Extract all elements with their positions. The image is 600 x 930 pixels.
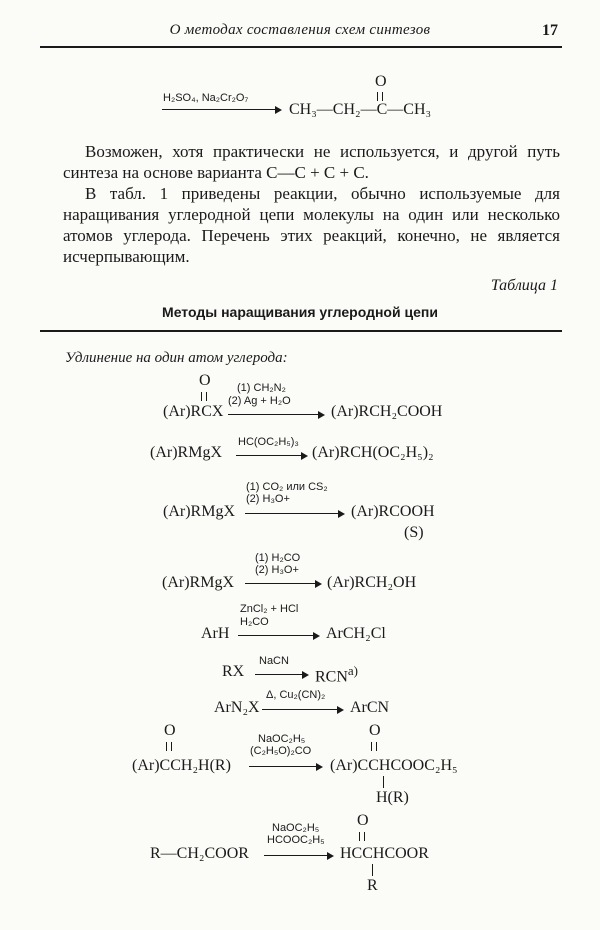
top-reaction-product: CH₃—CH₂—C—CH₃ [289,101,432,118]
reaction-3-product: (Ar)RCOOH [351,503,435,520]
reaction-3-reactant: (Ar)RMgX [163,503,235,520]
reaction-9-product-double-bond [359,832,365,841]
reaction-8-carbonyl-o: O [164,722,176,739]
table-label: Таблица 1 [490,277,558,294]
reaction-2-arrow [236,455,306,456]
reaction-1-condition-1: (1) CH₂N₂ [237,382,286,394]
reaction-7-reactant: ArN₂X [214,699,260,716]
top-reaction-conditions: H₂SO₄, Na₂Cr₂O₇ [163,92,249,104]
section-heading: Удлинение на один атом углерода: [65,350,288,366]
reaction-6-condition: NaCN [259,655,289,667]
reaction-5-condition-2: H₂CO [240,616,269,628]
reaction-2-condition: HC(OC₂H₅)₃ [238,436,299,448]
reaction-8-product-carbonyl-o: O [369,722,381,739]
reaction-1-product: (Ar)RCH₂COOH [331,403,443,420]
reaction-4-condition-1: (1) H₂CO [255,552,301,564]
reaction-7-arrow [262,709,342,710]
reaction-8-product-branch-bond [383,776,384,788]
paragraph-2-text: В табл. 1 приведены реакции, обычно используемые для наращивания углеродной цепи молекулы на один или несколько атомов углерода. Перечень этих реакций, конечно, не является исчерпывающим. [63,184,560,266]
reaction-4-product: (Ar)RCH₂OH [327,574,417,591]
paragraph-1-text: Возможен, хотя практически не используется, и другой путь синтеза на основе варианта C—C + C + C. [63,142,560,182]
reaction-2-product: (Ar)RCH(OC₂H₅)₂ [312,444,434,461]
reaction-5-condition-1: ZnCl₂ + HCl [240,603,299,615]
reaction-9-arrow [264,855,332,856]
reaction-9-product-branch-bond [372,864,373,876]
reaction-7-product: ArCN [350,699,390,716]
page-number: 17 [542,22,558,39]
reaction-9-condition-1: NaOC₂H₅ [272,822,320,834]
reaction-3-arrow [245,513,343,514]
paragraph-1 [63,141,560,183]
reaction-8-condition-2: (C₂H₅O)₂CO [250,745,312,757]
reaction-1-carbonyl-o: O [199,372,211,389]
top-reaction-double-bond [377,92,383,101]
reaction-5-reactant: ArH [201,625,230,642]
reaction-9-product-substituent: R [367,877,378,894]
reaction-6-product [315,663,358,686]
reaction-9-reactant: R—CH₂COOR [150,845,249,862]
reaction-1-condition-2: (2) Ag + H₂O [228,395,291,407]
reaction-1-double-bond [201,392,207,401]
reaction-8-product-double-bond [371,742,377,751]
reaction-1-reactant: (Ar)RCX [163,403,224,420]
table-title: Методы наращивания углеродной цепи [162,304,438,320]
reaction-5-product: ArCH₂Cl [326,625,386,642]
reaction-9-product: HCCHCOOR [340,845,429,862]
reaction-4-condition-2: (2) H₃O+ [255,564,299,576]
reaction-8-arrow [249,766,321,767]
paragraph-2 [63,183,560,267]
reaction-3-condition-2: (2) H₃O+ [246,493,290,505]
reaction-9-condition-2: HCOOC₂H₅ [267,834,325,846]
reaction-6-arrow [255,674,307,675]
reaction-4-arrow [245,583,320,584]
reaction-9-product-carbonyl-o: O [357,812,369,829]
reaction-4-reactant: (Ar)RMgX [162,574,234,591]
reaction-2-reactant: (Ar)RMgX [150,444,222,461]
top-reaction-carbonyl-o: O [375,73,387,90]
reaction-5-arrow [238,635,318,636]
top-reaction-arrow [162,109,280,110]
header-rule [40,46,562,48]
reaction-8-double-bond [166,742,172,751]
reaction-6-product-text: RCN [315,668,348,686]
reaction-8-product: (Ar)CCHCOOC₂H₅ [330,757,458,774]
table-rule [40,330,562,332]
reaction-3-condition-1: (1) CO₂ или CS₂ [246,481,328,493]
reaction-7-condition: Δ, Cu₂(CN)₂ [266,689,326,701]
reaction-6-reactant: RX [222,663,245,680]
reaction-8-product-substituent: H(R) [376,789,409,806]
reaction-8-reactant: (Ar)CCH₂H(R) [132,757,231,774]
reaction-1-arrow [228,414,323,415]
reaction-6-footnote: a) [347,663,359,678]
reaction-8-condition-1: NaOC₂H₅ [258,733,306,745]
running-header: О методах составления схем синтезов [169,22,431,38]
reaction-3-product-note: (S) [404,524,424,541]
